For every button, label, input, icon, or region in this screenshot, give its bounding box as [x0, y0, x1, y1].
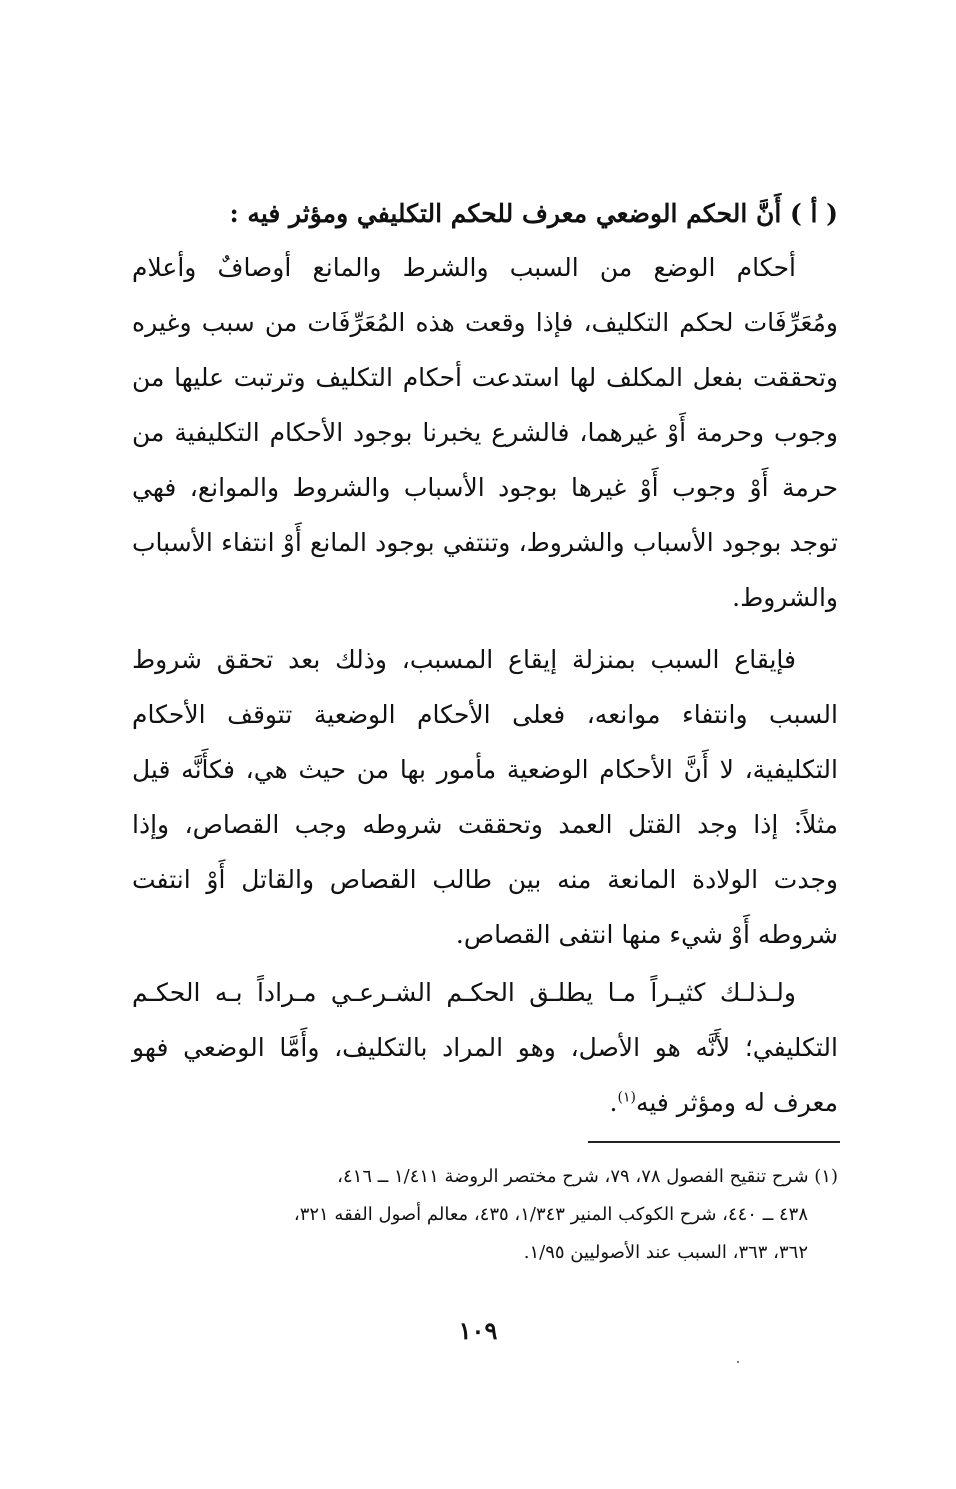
footnote-divider: [588, 1141, 840, 1143]
paragraph-3-end: .: [609, 1088, 618, 1117]
paragraph-3-text: ولـذلـك كثيـراً مـا يطلـق الحكـم الشـرعـي مـراداً بـه الحكـم التكليفي؛ لأَنَّه هو الأصل، وهو المراد بالتكليف، وأَمَّا الوضعي فهو معرف له ومؤثر فيه: [132, 978, 838, 1117]
paragraph-1: أحكام الوضع من السبب والشرط والمانع أوصافٌ وأعلام ومُعَرِّفَات لحكم التكليف، فإذا وقعت هذه المُعَرِّفَات من سبب وغيره وتحققت بفعل المكلف لها استدعت أحكام التكليف وترتبت عليها من وجوب وحرمة أَوْ غيرهما، فالشرع يخبرنا بوجود الأحكام التكليفية من حرمة أَوْ وجوب أَوْ غيرها بوجود الأسباب والشروط والموانع، فهي توجد بوجود الأسباب والشروط، وتنتفي بوجود المانع أَوْ انتفاء الأسباب والشروط.: [132, 253, 838, 612]
footnote-marker: (١): [617, 1089, 636, 1106]
scan-speck: [737, 1361, 739, 1363]
page-number: ١٠٩: [458, 1316, 498, 1345]
paragraph-1-container: [132, 240, 838, 625]
paragraph-3: [132, 965, 838, 1130]
section-heading: ( أ ) أَنَّ الحكم الوضعي معرف للحكم التكليفي ومؤثر فيه :: [229, 199, 838, 228]
paragraph-2: فإيقاع السبب بمنزلة إيقاع المسبب، وذلك بعد تحقق شروط السبب وانتفاء موانعه، فعلى الأحكام الوضعية تتوقف الأحكام التكليفية، لا أَنَّ الأحكام الوضعية مأمور بها من حيث هي، فكأَنَّه قيل مثلاً: إذا وجد القتل العمد وتحققت شروطه وجب القصاص، وإذا وجدت الولادة المانعة منه بين طالب القصاص والقاتل أَوْ انتفت شروطه أَوْ شيء منها انتفى القصاص.: [132, 645, 838, 949]
paragraph-3-container: [132, 965, 838, 1130]
footnote-line-1: (١) شرح تنقيح الفصول ٧٨، ٧٩، شرح مختصر الروضة ١/٤١١ ــ ٤١٦،: [337, 1166, 838, 1187]
paragraph-2-container: [132, 632, 838, 962]
footnote-line-3: ٣٦٢، ٣٦٣، السبب عند الأصوليين ١/٩٥.: [523, 1242, 808, 1263]
footnotes: [132, 1158, 838, 1272]
footnote-line-2: ٤٣٨ ــ ٤٤٠، شرح الكوكب المنير ١/٣٤٣، ٤٣٥، معالم أصول الفقه ٣٢١،: [293, 1204, 808, 1225]
